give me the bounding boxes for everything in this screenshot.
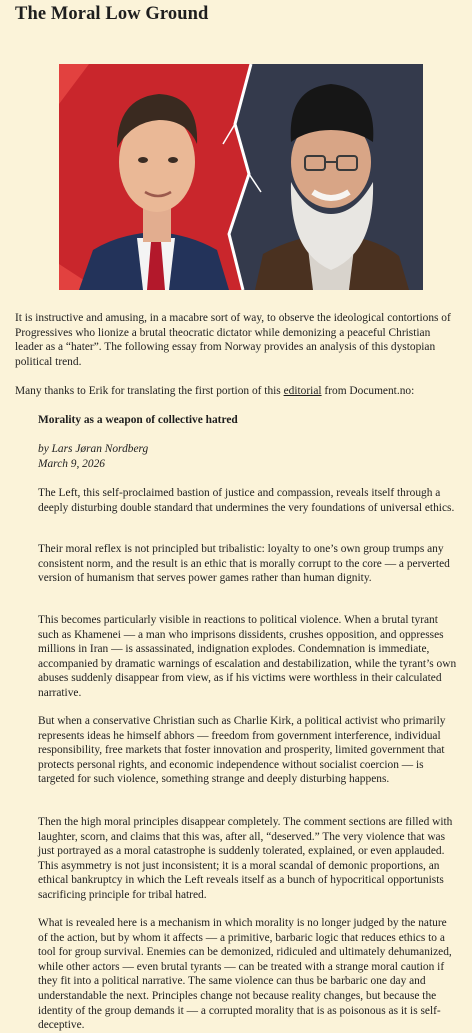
article-paragraph: Then the high moral principles disappear completely. The comment sections are filled with laughter, scorn, and claims that this was, after all, “deserved.” The very violence that was just portrayed as a moral catastrophe is suddenly tolerated, explained, or even applauded. This asymmetry is not just inconsistent; it is a moral scandal of demonic proportions, an ethical bankruptcy in which the Left reveals itself as a bunch of hypocritical opportunists sacrificing principle for tribal hatred. — [38, 816, 453, 901]
hero-image — [59, 64, 423, 290]
article-date: March 9, 2026 — [38, 458, 105, 470]
article-paragraph: This becomes particularly visible in reactions to political violence. When a brutal tyrant such as Khamenei — a man who imprisons dissidents, crushes opposition, and oppresses millions in Iran — is assassinated, indignation explodes. Condemnation is immediate, accompanied by dramatic warnings of escalation and destabilization, while the tyrant’s own abuses suddenly disappear from view, as if his victims were worthless in their calculated narrative. — [38, 614, 457, 699]
thanks-paragraph — [15, 384, 460, 399]
article-paragraph: What is revealed here is a mechanism in which morality is no longer judged by the nature of the action, but by whom it affects — a primitive, barbaric logic that reduces ethics to a tool for group survival. Enemies can be demonized, ridiculed and ultimately dehumanized, while other actors — even brutal tyrants — can be treated with a strange moral caution if they fit into a political narrative. The same violence can thus be barbaric one day and understandable the next. Principles change not because reality changes, but because the identity of the group demands it — a corrupted morality that is as poisonous as it is self-deceptive. — [38, 917, 452, 1032]
article-author: by Lars Jøran Nordberg — [38, 443, 149, 455]
hero-illustration — [59, 64, 423, 290]
article-paragraph: Their moral reflex is not principled but tribalistic: loyalty to one’s own group trumps any consistent norm, and the result is an ethic that is morally corrupt to the core — a perverted version of humanism that serves power games rather than human dignity. — [38, 543, 450, 585]
article-paragraph: But when a conservative Christian such as Charlie Kirk, a political activist who primarily represents ideas he himself abhors — freedom from government interference, individual responsibility, free markets that foster innovation and prosperity, limited government that protects personal rights, and economic independence without socialist coercion — is targeted for such violence, something strange and deeply disturbing happens. — [38, 715, 446, 786]
thanks-text: Many thanks to Erik for translating the first portion of this — [15, 385, 284, 397]
article-paragraph: The Left, this self-proclaimed bastion of justice and compassion, reveals itself through a deeply disturbing double standard that undermines the very foundations of universal ethics. — [38, 487, 455, 514]
editorial-link[interactable]: editorial — [283, 385, 322, 397]
article-title: Morality as a weapon of collective hatred — [38, 414, 238, 426]
thanks-source-text: from Document.no: — [321, 385, 415, 397]
intro-paragraph: It is instructive and amusing, in a macabre sort of way, to observe the ideological contortions of Progressives who lionize a brutal theocratic dictator while demonizing a peaceful Christian leader as a “hater”. The following essay from Norway provides an analysis of this dystopian political trend. — [15, 312, 451, 368]
site-title[interactable]: The Moral Low Ground — [15, 4, 209, 24]
